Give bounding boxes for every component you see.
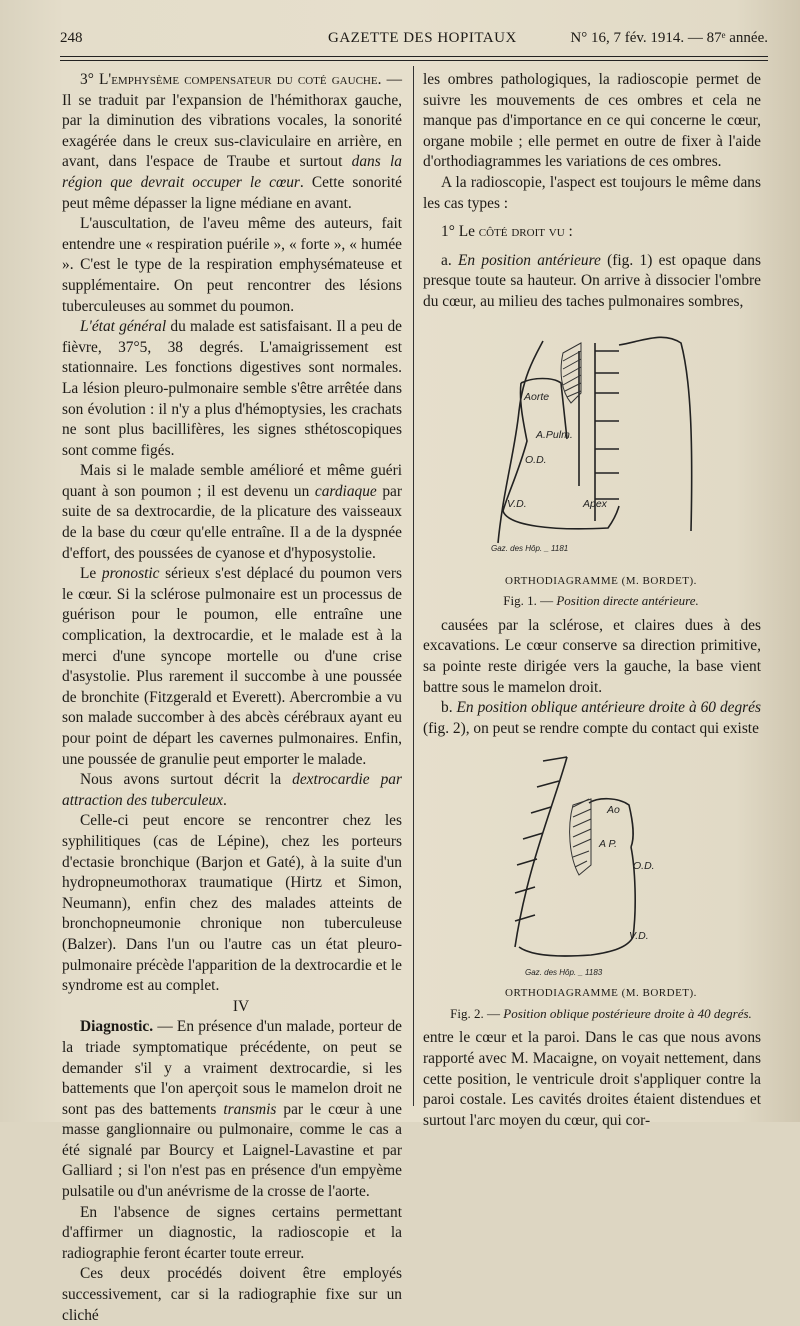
text-run: : (564, 223, 573, 241)
fig2-hatching (570, 799, 591, 875)
paragraph-ombres: les ombres pathologiques, la radioscopie permet de suivre les mouvements de ces ombres et cela ne manque pas d'importance en ce qui concerne le cœur, organe mobile ; elle permet en outre de fixer à l'aide d'orthodiagrammes les variations de ces ombres. (423, 71, 761, 171)
caption-number: Fig. 2. — (450, 1005, 504, 1021)
italic-run: pronostic (101, 565, 160, 583)
text-run: (fig. 1) est opaque dans presque toute sa hauteur. On arrive à dissocier l'ombre du cœur, au milieu des taches pulmonaires sombres, (423, 251, 761, 310)
paragraph-lead: Diagnostic. (80, 1018, 154, 1036)
paragraph-procedes: Ces deux procédés doivent être employés successivement, car si la radiographie fixe sur un cliché (62, 1265, 402, 1324)
orthodiagram-2 (423, 747, 761, 983)
caption-title: Position oblique postérieure droite à 40 degrés. (503, 1005, 752, 1021)
page-header (60, 30, 768, 52)
paragraph-cardiaque (62, 461, 402, 564)
fig1-credit: Gaz. des Hôp. _ 1181 (491, 543, 569, 553)
caption-title: Position directe antérieure. (556, 593, 699, 609)
paragraph-aspect: A la radioscopie, l'aspect est toujours le même dans les cas types : (423, 173, 761, 212)
page-number: 248 (60, 30, 83, 46)
header-rule (60, 56, 768, 57)
text-run: . (223, 791, 227, 809)
subheading-cote-droit (423, 222, 761, 243)
paragraph-auscultation: L'auscultation, de l'aveu même des auteurs, fait entendre une « respiration puérile », « forte », « humée ». C'est le type de la respiration emphysémateuse et supplémentaire. On peut rencontrer des lésions tuberculeuses au sommet du poumon. (62, 215, 402, 315)
paragraph-etat-general (62, 317, 402, 461)
text-run: Le (80, 565, 102, 583)
section-number: IV (232, 997, 250, 1015)
paragraph-pronostic (62, 564, 402, 770)
text-run: Nous avons surtout décrit la (80, 771, 293, 789)
fig2-label: V.D. (629, 930, 649, 943)
paragraph-sclerose: causées par la sclérose, et claires dues à des excavations. Le cœur conserve sa direction primitive, sa pointe reste dirigée vers la gauche, la base vient battre sous le mamelon droit. (423, 616, 761, 696)
text-run: du malade est satisfaisant. Il a peu de fièvre, 37°5, 38 degrés. L'amaigrissement est stationnaire. Les fonctions digestives sont normales. La lésion pleuro-pulmonaire semble s'être arrêtée dans son évolution : il n'y a plus d'hémoptysies, les crachats ne sont plus bacillifères, les signes sthétoscopiques sont comme figés. (62, 318, 402, 459)
figure-1-caption (423, 591, 761, 612)
paragraph-radioscopie: En l'absence de signes certains permettant d'affirmer un diagnostic, la radioscopie et la radiographie feront écarter toute erreur. (62, 1203, 402, 1262)
paragraph-contact-paroi: entre le cœur et la paroi. Dans le cas que nous avons rapporté avec M. Macaigne, on voyait nettement, dans cette position, le ventricule droit s'appliquer contre la paroi costale. Les cavités droites étaient distendues et surtout l'arc moyen du cœur, qui cor- (423, 1029, 761, 1129)
paragraph-dextrocardie (62, 770, 402, 811)
header-rule-double (60, 60, 768, 61)
figure-1-caption-source: ORTHODIAGRAMME (M. BORDET). (505, 574, 697, 587)
figure-2-caption (423, 1004, 761, 1025)
fig1-rib-ticks (595, 351, 619, 499)
text-run: . Cette sonorité peut même dépasser la ligne médiane en avant. (62, 173, 402, 212)
paragraph-syphilitiques: Celle-ci peut encore se rencontrer chez les syphilitiques (cas de Lépine), chez les porteurs d'ectasie bronchique (Barjon et Gaté), à la suite d'un hydropneumothorax traumatique (Hirtz et Simon, Neumann), enfin chez des malades atteints de bronchopneumonie chronique non tuberculeuse (Balzer). Dans l'un ou l'autre cas un état pleuro-pulmonaire précède l'apparition de la dextrocardie et le syndrome est au complet. (62, 812, 402, 995)
fig1-label: O.D. (525, 453, 547, 466)
text-run: — En présence d'un malade, porteur de la triade symptomatique précédente, on peut se demander s'il y a vraiment dextrocardie, si les battements que l'on aperçoit sous le mamelon droit ne sont pas des battements (62, 1018, 402, 1118)
fig1-outlines (498, 337, 692, 543)
paragraph-diagnostic (62, 1017, 402, 1202)
italic-run: cardiaque (314, 482, 377, 500)
text-run: a. (441, 251, 458, 269)
italic-run: L'état général (80, 318, 167, 336)
caption-number: Fig. 1. — (503, 593, 557, 609)
fig1-label: V.D. (507, 497, 527, 510)
left-column (62, 70, 402, 1326)
text-run: 1° Le (441, 223, 479, 241)
fig2-label: A P. (599, 838, 618, 851)
fig2-label: O.D. (633, 860, 655, 873)
text-run: par suite de sa dextrocardie, de la plicature des vaisseaux de la base du cœur qu'elle entraîne. Il a de la dyspnée d'effort, des poussées de cyanose et d'hyposystolie. (62, 482, 402, 562)
fig1-hatching (561, 343, 581, 403)
fig2-credit: Gaz. des Hôp. _ 1183 (525, 968, 603, 978)
fig1-chest-right-border (498, 341, 543, 543)
text-run: Il se traduit par l'expansion de l'hémithorax gauche, par la diminution des vibrations vocales, la sonorité exagérée dans le creux sus-claviculaire en arrière, en avant, dans l'espace de Traube et surtout (62, 91, 402, 171)
fig1-label: Apex (583, 497, 607, 510)
column-divider (413, 66, 414, 1106)
fig1-label: A.Pulm. (536, 428, 573, 441)
paragraph-position-anterieure (423, 251, 761, 313)
italic-run: En position oblique antérieure droite à 60 degrés (456, 699, 761, 717)
paragraph-emphyseme (62, 70, 402, 214)
fig2-label: Ao (607, 804, 620, 817)
italic-run: dextrocardie par attraction des tuberculeux (62, 771, 402, 809)
italic-run: transmis (223, 1100, 277, 1118)
text-run: b. (441, 699, 457, 717)
orthodiagram-1 (423, 321, 761, 571)
text-run: (fig. 2), on peut se rendre compte du contact qui existe (423, 719, 759, 737)
right-column (423, 70, 761, 1131)
fig2-heart-outline (519, 847, 635, 956)
figure-2-caption-source: ORTHODIAGRAMME (M. BORDET). (505, 987, 697, 1000)
text-run: Mais si le malade semble amélioré et même guéri quant à son poumon ; il est devenu un (62, 462, 402, 500)
paragraph-lead: 3° L'emphysème compensateur du coté gauche. — (80, 71, 402, 88)
italic-run: En position antérieure (457, 251, 601, 269)
text-run: sérieux s'est déplacé du poumon vers le cœur. Si la sclérose pulmonaire est un processus de guérison pour le poumon, elle entraîne une complication, la dextrocardie, et le malade est à la merci d'une syncope mortelle ou d'une crise d'asystolie. Plus rarement il succombe à une poussée de bronchite (Fitzgerald et Everett). Abercrombie a vu son malade succomber à des abcès cérébraux ayant eu pour point de départ les cavernes pulmonaires. Enfin, une poussée de granulie peut emporter le malade. (62, 565, 402, 768)
fig1-label: Aorte (524, 390, 550, 403)
fig1-chest-left-border (619, 337, 692, 531)
italic-run: dans la région que devrait occuper le cœur (62, 153, 402, 191)
text-run: par le cœur à une masse ganglionnaire ou pulmonaire, comme le cas a été signalé par Bourcy et Laignel-Lavastine et par Galliard ; si l'on n'est pas en présence d'un empyème pulsatile ou d'un anévrisme de la crosse de l'aorte. (62, 1100, 402, 1201)
journal-title: GAZETTE DES HOPITAUX (328, 30, 517, 46)
figure-2 (423, 747, 761, 1024)
paragraph-position-oblique (423, 698, 761, 739)
figure-1 (423, 321, 761, 612)
smallcaps-run: côté droit vu (478, 223, 565, 241)
issue-info: N° 16, 7 fév. 1914. — 87ᵉ année. (570, 30, 768, 46)
